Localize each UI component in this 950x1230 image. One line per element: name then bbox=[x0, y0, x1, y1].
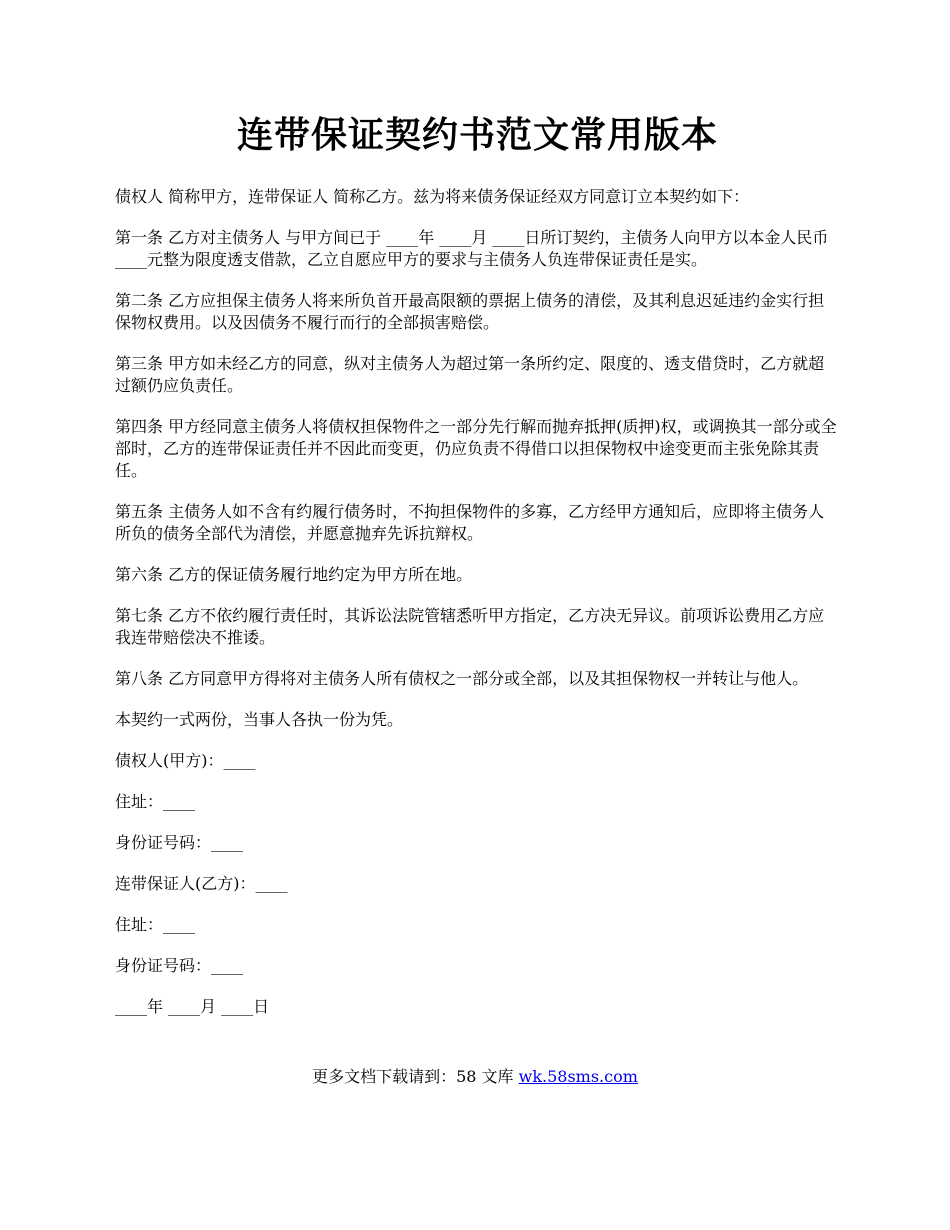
article-1: 第一条 乙方对主债务人 与甲方间已于 ____年 ____月 ____日所订契约，主债务人向甲方以本金人民币 ____元整为限度透支借款，乙立自愿应甲方的要求与主债务人负连带保证责任是实。 bbox=[115, 228, 829, 269]
document-title: 连带保证契约书范文常用版本 bbox=[236, 114, 718, 156]
footer bbox=[0, 1066, 950, 1088]
footer-text: 更多文档下载请到：58 文库 bbox=[312, 1067, 519, 1086]
document-page bbox=[115, 110, 840, 1037]
article-4: 第四条 甲方经同意主债务人将债权担保物件之一部分先行解而抛弃抵押(质押)权，或调换其一部分或全部时，乙方的连带保证责任并不因此而变更，仍应负责不得借口以担保物权中途变更而主张免除其责任。 bbox=[115, 417, 837, 480]
closing-statement: 本契约一式两份，当事人各执一份为凭。 bbox=[115, 710, 404, 729]
signature-block bbox=[115, 750, 840, 1018]
guarantor-address-field: 住址：____ bbox=[115, 915, 196, 934]
creditor-address-field: 住址：____ bbox=[115, 792, 196, 811]
creditor-id-field: 身份证号码：____ bbox=[115, 833, 244, 852]
article-3: 第三条 甲方如未经乙方的同意，纵对主债务人为超过第一条所约定、限度的、透支借贷时，乙方就超过额仍应负责任。 bbox=[115, 354, 825, 395]
creditor-field: 债权人(甲方)：____ bbox=[115, 751, 256, 770]
article-8: 第八条 乙方同意甲方得将对主债务人所有债权之一部分或全部，以及其担保物权一并转让与他人。 bbox=[115, 669, 809, 688]
article-5: 第五条 主债务人如不含有约履行债务时，不拘担保物件的多寡，乙方经甲方通知后，应即将主债务人所负的债务全部代为清偿，并愿意抛弃先诉抗辩权。 bbox=[115, 502, 825, 543]
article-2: 第二条 乙方应担保主债务人将来所负首开最高限额的票据上债务的清偿，及其利息迟延违约金实行担保物权费用。以及因债务不履行而行的全部损害赔偿。 bbox=[115, 291, 825, 332]
intro-paragraph: 债权人 简称甲方，连带保证人 简称乙方。兹为将来债务保证经双方同意订立本契约如下： bbox=[115, 187, 750, 206]
guarantor-field: 连带保证人(乙方)：____ bbox=[115, 874, 288, 893]
article-7: 第七条 乙方不依约履行责任时，其诉讼法院管辖悉听甲方指定，乙方决无异议。前项诉讼费用乙方应我连带赔偿决不推诿。 bbox=[115, 606, 825, 647]
footer-link[interactable]: wk.58sms.com bbox=[518, 1067, 638, 1086]
article-6: 第六条 乙方的保证债务履行地约定为甲方所在地。 bbox=[115, 565, 473, 584]
guarantor-id-field: 身份证号码：____ bbox=[115, 956, 244, 975]
date-field: ____年 ____月 ____日 bbox=[115, 997, 270, 1016]
